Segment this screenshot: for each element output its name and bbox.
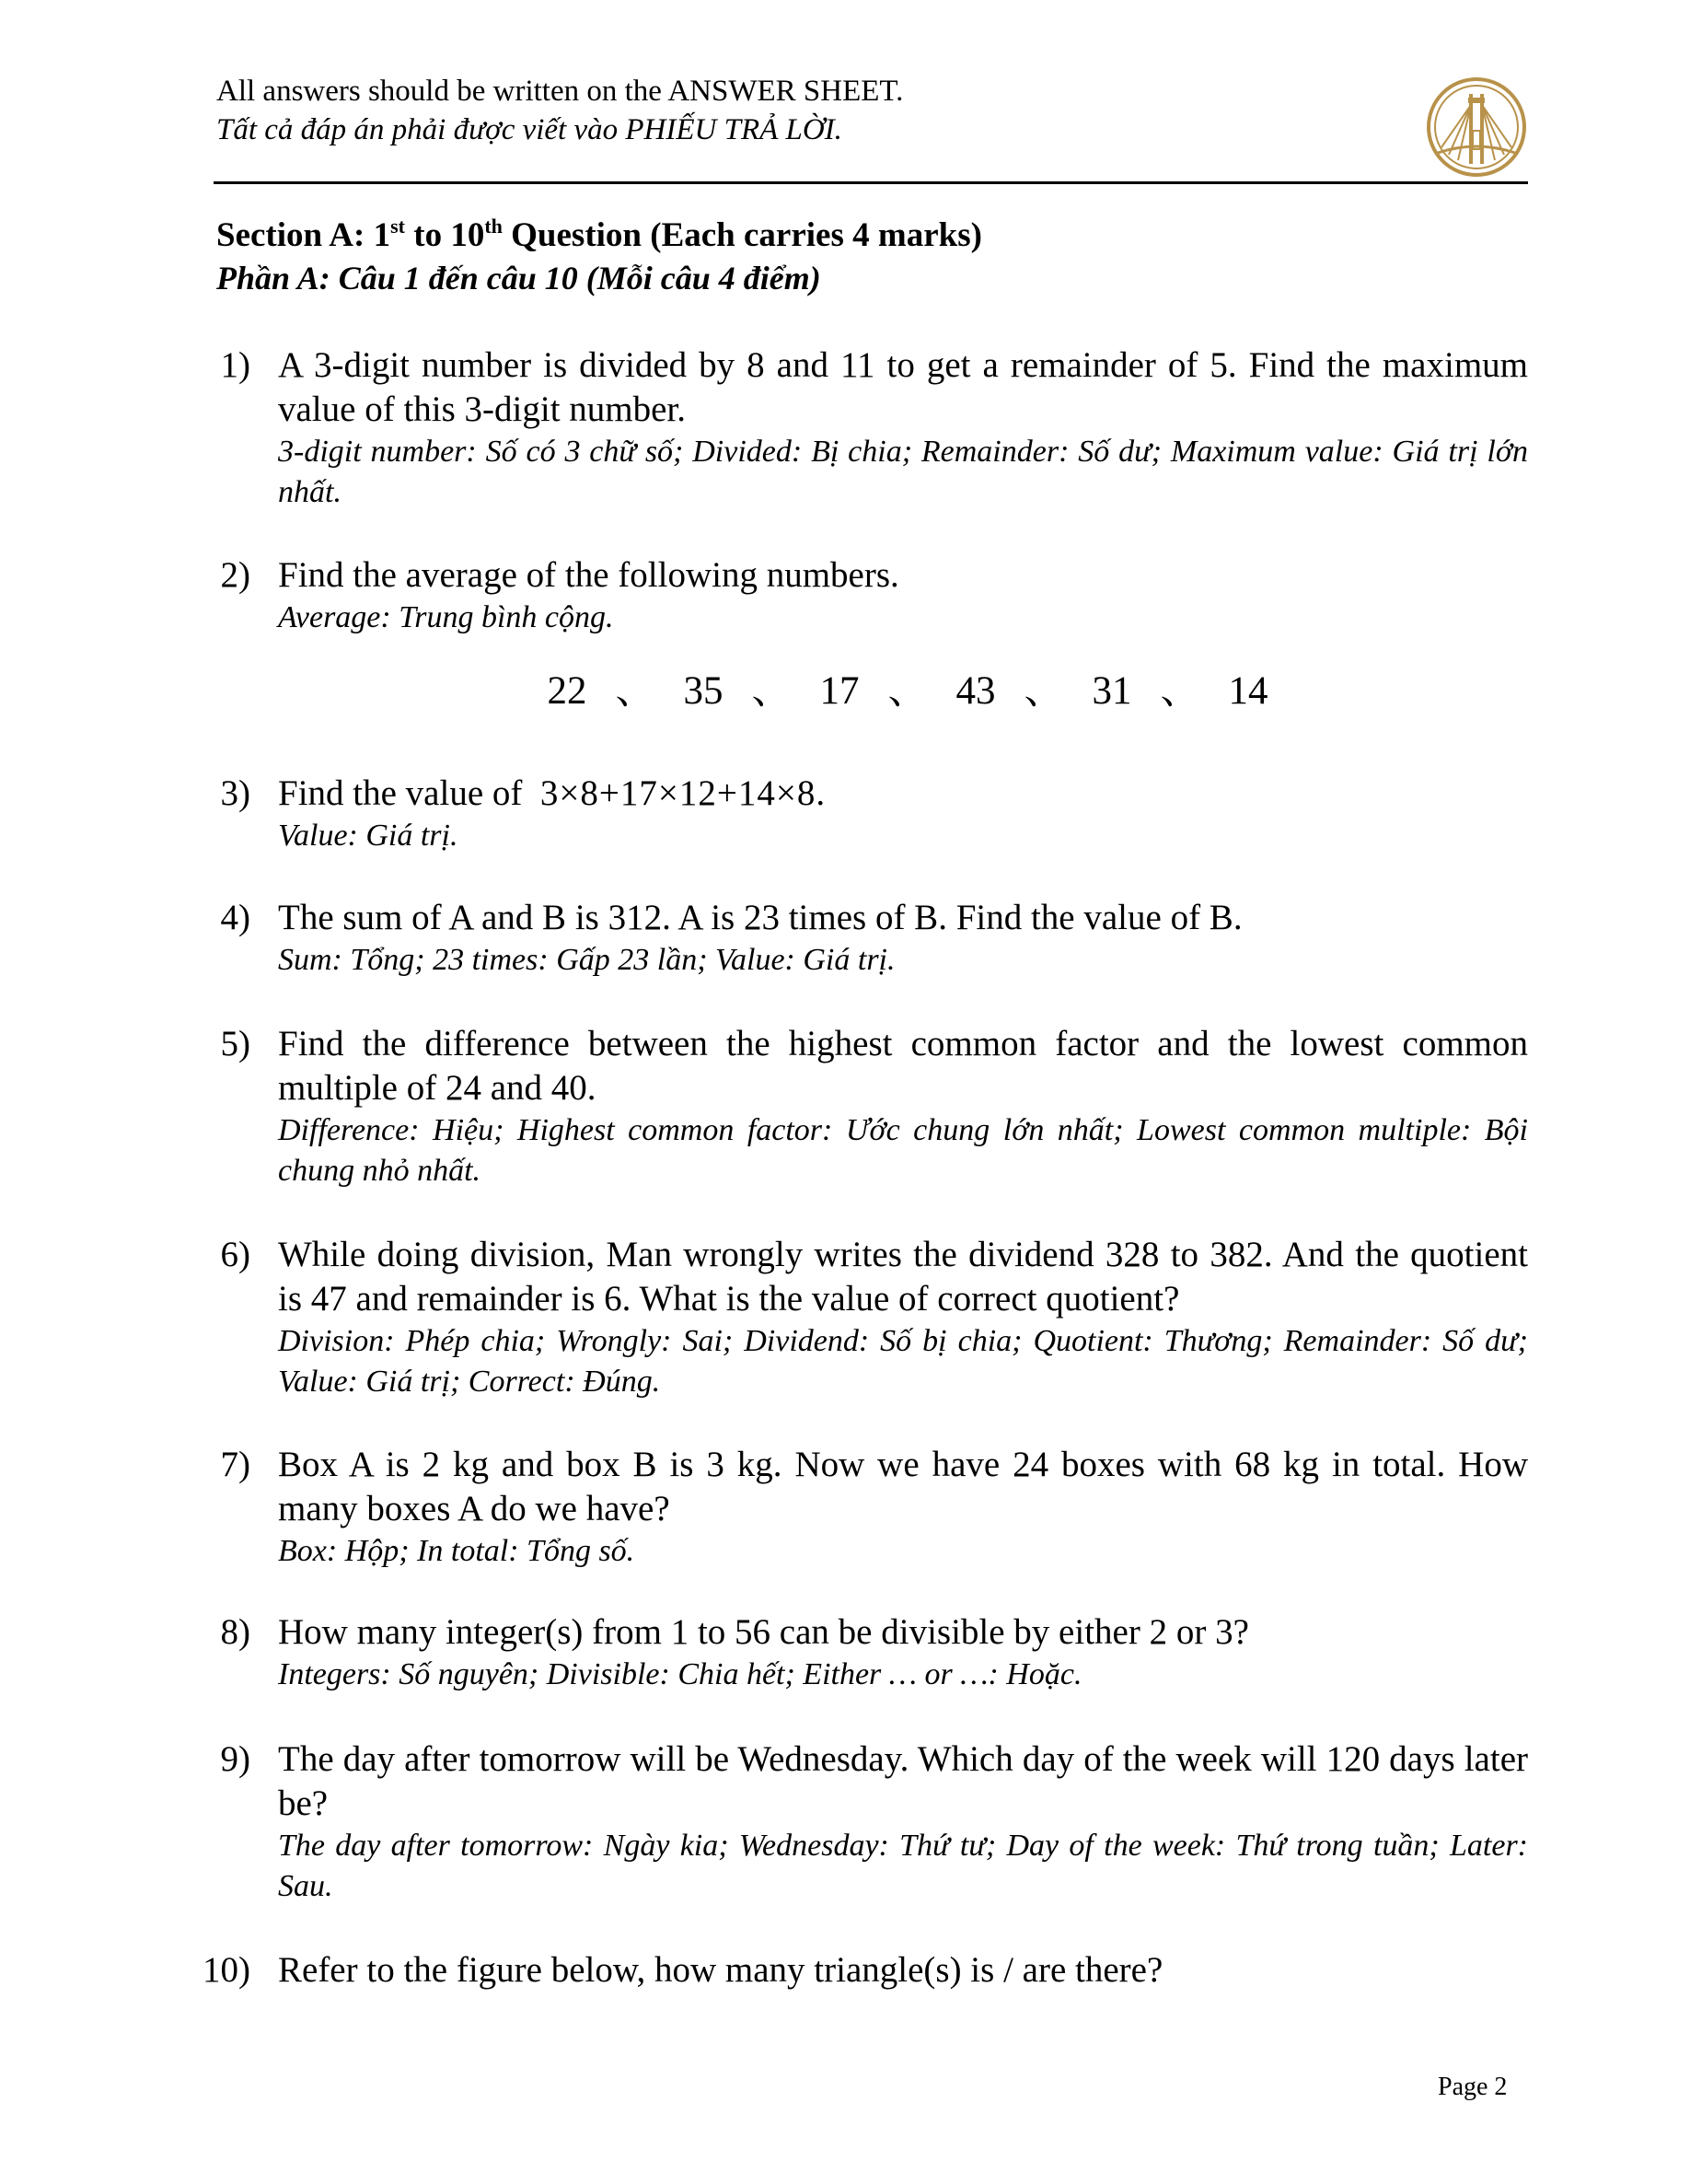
number-item: 31	[1092, 669, 1132, 713]
section-title-part: to 10	[405, 216, 485, 254]
question-gloss: 3-digit number: Số có 3 chữ số; Divided: Bị chia; Remainder: Số dư; Maximum value: Giá trị lớn nhất.	[278, 435, 1528, 509]
section-title-part: Section A: 1	[216, 216, 391, 254]
question-gloss: Value: Giá trị.	[278, 819, 458, 853]
question-number: 4)	[220, 898, 250, 937]
number-item: 22	[547, 669, 587, 713]
header-instruction-en: All answers should be written on the ANSWER SHEET.	[216, 75, 904, 108]
question-text: While doing division, Man wrongly writes the dividend 328 to 382. And the quotient is 47 and remainder is 6. What is the value of correct quotient?	[278, 1235, 1528, 1319]
page-number: Page 2	[1438, 2073, 1508, 2101]
section-title-sup: th	[484, 215, 503, 238]
number-item: 14	[1228, 669, 1268, 713]
number-separator: 、	[887, 669, 928, 713]
question-number: 7)	[220, 1445, 250, 1484]
question-gloss: Average: Trung bình cộng.	[278, 600, 614, 634]
question-gloss: Integers: Số nguyên; Divisible: Chia hết; Either … or …: Hoặc.	[278, 1657, 1082, 1691]
number-separator: 、	[1024, 669, 1064, 713]
question-text-lead: Find the value of	[278, 773, 523, 813]
question-text	[278, 772, 1528, 816]
question-number: 3)	[220, 773, 250, 813]
number-separator: 、	[751, 669, 792, 713]
header-divider	[214, 181, 1528, 184]
question-gloss: Box: Hộp; In total: Tổng số.	[278, 1534, 635, 1568]
question-text-end: .	[816, 773, 826, 813]
question-text: Box A is 2 kg and box B is 3 kg. Now we have 24 boxes with 68 kg in total. How many boxes A do we have?	[278, 1445, 1528, 1528]
question-number: 8)	[220, 1612, 250, 1652]
question-number: 6)	[220, 1235, 250, 1274]
number-item: 17	[819, 669, 860, 713]
question-number: 2)	[220, 555, 250, 595]
question-number: 5)	[220, 1024, 250, 1063]
bridge-emblem-icon	[1425, 76, 1528, 179]
number-separator: 、	[1160, 669, 1200, 713]
number-item: 35	[683, 669, 723, 713]
section-title-sup: st	[390, 215, 405, 238]
question-gloss: Division: Phép chia; Wrongly: Sai; Dividend: Số bị chia; Quotient: Thương; Remainder: Số dư; Value: Giá trị; Correct: Đúng.	[278, 1324, 1528, 1399]
question-text: Find the average of the following numbers.	[278, 555, 899, 595]
number-separator: 、	[615, 669, 655, 713]
section-subtitle: Phần A: Câu 1 đến câu 10 (Mỗi câu 4 điểm)	[216, 260, 821, 296]
question-number: 10)	[203, 1950, 250, 1990]
section-title-part: Question (Each carries 4 marks)	[502, 216, 982, 254]
section-title	[216, 214, 1523, 258]
number-item: 43	[955, 669, 996, 713]
header-instruction-vi: Tất cả đáp án phải được viết vào PHIẾU TRẢ LỜI.	[216, 113, 842, 146]
math-expression: 3×8+17×12+14×8	[539, 773, 816, 813]
question-gloss: The day after tomorrow: Ngày kia; Wednesday: Thứ tư; Day of the week: Thứ trong tuần; Later: Sau.	[278, 1829, 1528, 1903]
question-text: Find the difference between the highest common factor and the lowest common multiple of 24 and 40.	[278, 1024, 1528, 1108]
question-text: The day after tomorrow will be Wednesday. Which day of the week will 120 days later be?	[278, 1739, 1528, 1823]
question-text: The sum of A and B is 312. A is 23 times of B. Find the value of B.	[278, 898, 1243, 937]
question-gloss: Sum: Tổng; 23 times: Gấp 23 lần; Value: Giá trị.	[278, 943, 896, 977]
page-header	[216, 72, 1523, 149]
question-text: How many integer(s) from 1 to 56 can be divisible by either 2 or 3?	[278, 1612, 1249, 1652]
question-number: 1)	[220, 345, 250, 385]
section-heading	[216, 214, 1523, 298]
question-number: 9)	[220, 1739, 250, 1779]
question-text: A 3-digit number is divided by 8 and 11 to get a remainder of 5. Find the maximum value of this 3-digit number.	[278, 345, 1528, 429]
question-gloss: Difference: Hiệu; Highest common factor: Ước chung lớn nhất; Lowest common multiple: Bội chung nhỏ nhất.	[278, 1113, 1528, 1188]
question-text: Refer to the figure below, how many triangle(s) is / are there?	[278, 1950, 1163, 1990]
average-number-list	[534, 666, 1362, 717]
